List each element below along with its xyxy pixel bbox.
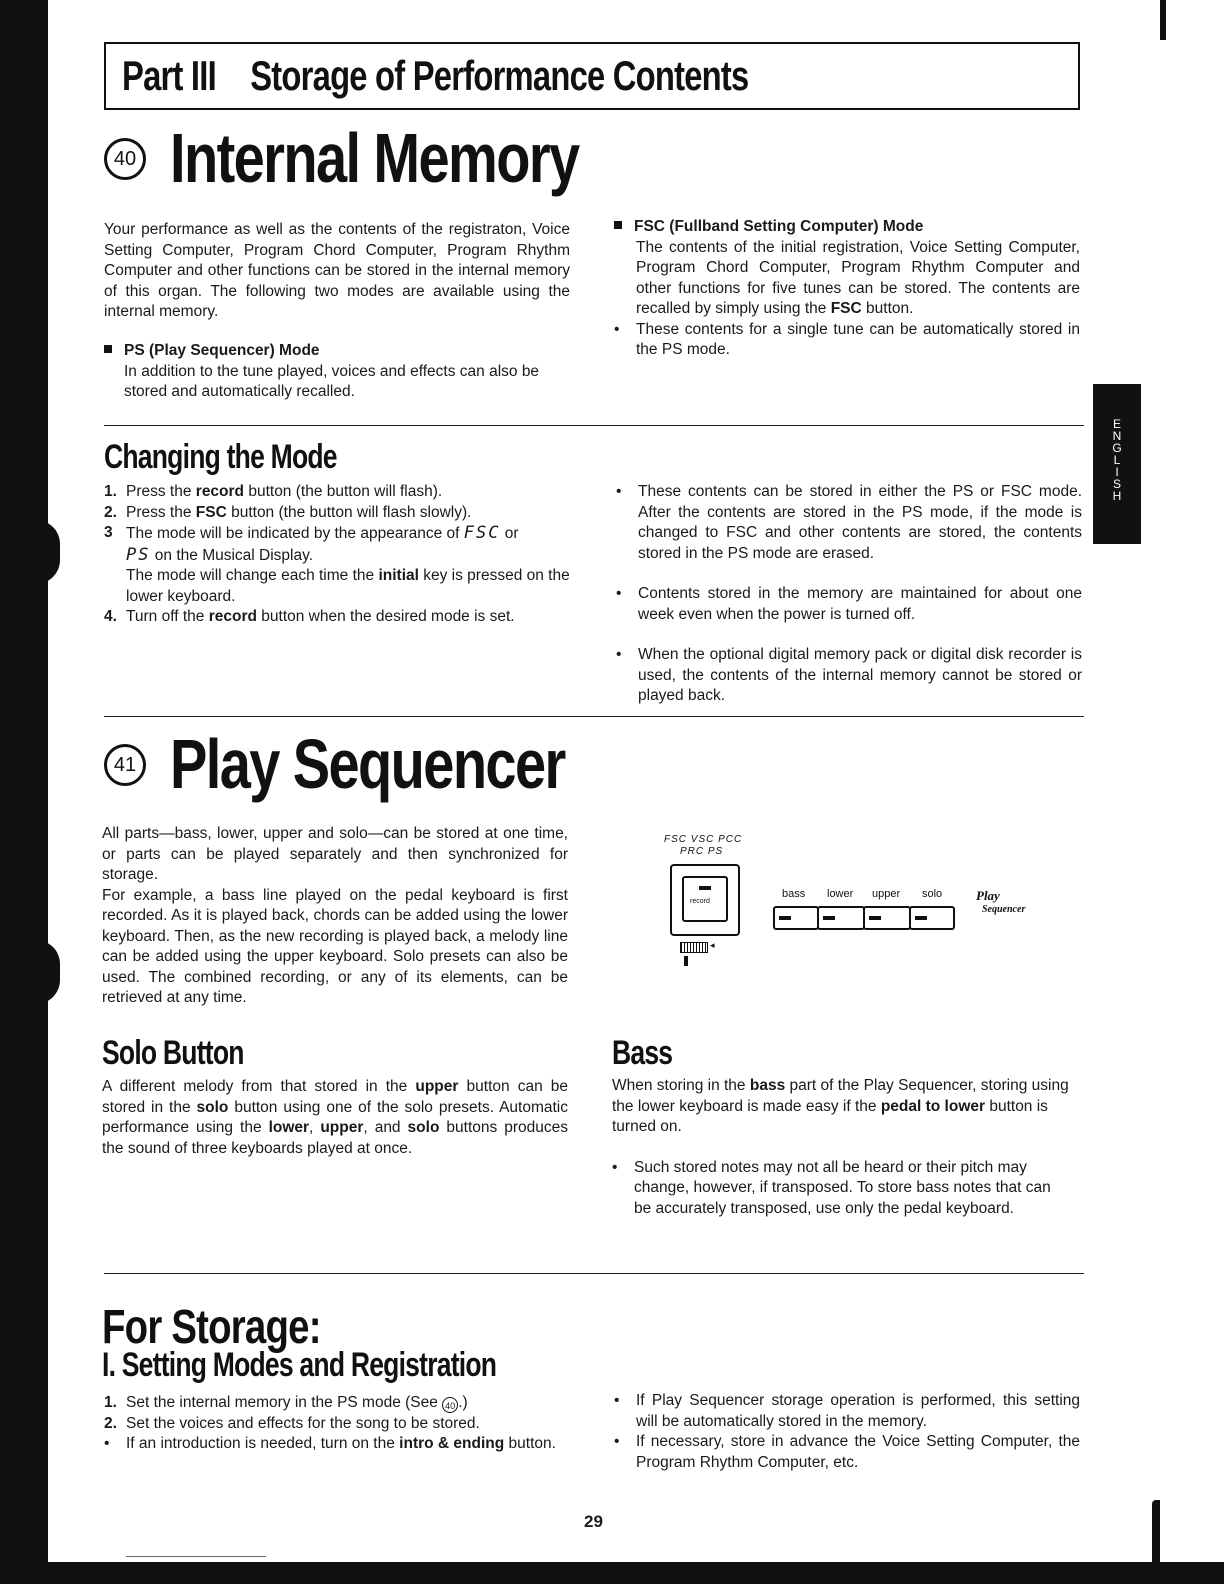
display-indicators-top: FSC VSC PCC [664,834,743,845]
arrow-icon: ◂ [710,940,715,950]
play-sequencer-panel [640,830,1060,980]
divider-1 [104,425,1084,426]
ps-mode-heading: PS (Play Sequencer) Mode [104,341,570,362]
bass-led-icon [779,916,791,920]
part-label-lower: lower [827,888,854,900]
note-memory-retention: • Contents stored in the memory are maintained for about one week even when the power is turned off. [616,584,1082,625]
ps-display-glyph: PS [126,544,151,565]
storage-note-auto: • If Play Sequencer storage operation is performed, this setting will be automatically stored in the memory. [614,1391,1080,1432]
lower-button[interactable] [817,906,865,930]
internal-memory-intro: Your performance as well as the contents of the registraton, Voice Setting Computer, Program Chord Computer, Program Rhythm Computer and other functions can be stored in the internal memory of this organ. The following two modes are available using the internal memory. [104,221,570,320]
bass-transpose-note: • Such stored notes may not all be heard or their pitch may change, however, if transposed. To store bass notes that can be accurately transposed, use only the pedal keyboard. [612,1158,1070,1220]
language-side-tab: E N G L I S H [1093,384,1141,544]
record-led-icon [699,886,711,890]
bass-instructions: When storing in the bass part of the Play Sequencer, storing using the lower keyboard is made easy if the pedal to lower button is turned on. [612,1077,1069,1135]
note-ps-fsc: • These contents can be stored in either the PS or FSC mode. After the contents are stored in the PS mode, if the mode is changed to FSC and other contents are stored, the contents stored in the PS mode are erased. [616,482,1082,564]
storage-note-advance: • If necessary, store in advance the Voice Setting Computer, the Program Rhythm Computer, etc. [614,1432,1080,1473]
logo-play: Play [976,888,1000,903]
upper-led-icon [869,916,881,920]
record-button[interactable] [682,876,728,922]
record-button-label: record [690,898,710,905]
part-title: Storage of Performance Contents [250,52,749,99]
play-sequencer-intro: All parts—bass, lower, upper and solo—can be stored at one time, or parts can be played separately and then synchronized for storage. For example, a bass line played on the pedal keyboard is first recorded. As it is played back, chords can be added using the lower keyboard. Then, as the new recording is played back, a melody line can be added using the upper keyboard. Solo presets can also be used. The combined recording, or any of its elements, can be retrieved at any time. [102,825,568,1006]
divider-2 [104,716,1084,717]
part-header-title [122,52,748,100]
fsc-mode-heading: FSC (Fullband Setting Computer) Mode [614,217,1080,238]
part-label-bass: bass [782,888,806,900]
storage-notes [614,1391,1080,1473]
section-number-40: 40 [104,138,146,180]
page-number: 29 [584,1512,603,1531]
ps-mode-text: In addition to the tune played, voices and effects can also be stored and automatically recalled. [124,362,540,400]
solo-led-icon [915,916,927,920]
margin-tab-mark-top [36,520,60,584]
section-number-41: 41 [104,744,146,786]
heading-for-storage: For Storage: [102,1301,321,1354]
page-right-edge-mark [1152,1500,1160,1562]
step-3: 3 The mode will be indicated by the appearance of FSC or PS on the Musical Display. The mode will change each time the initial key is pressed on the lower keyboard. [104,523,570,605]
changing-mode-notes [616,482,1082,707]
pedal-icon [684,956,688,966]
lower-led-icon [823,916,835,920]
section-ref-40: 40 [442,1397,458,1413]
step-4: 4. Turn off the record button when the desired mode is set. [104,608,515,625]
page-bottom-border [48,1562,1224,1584]
bass-text [612,1076,1078,1219]
fsc-display-glyph: FSC [463,523,501,543]
changing-mode-steps [104,482,574,628]
play-sequencer-logo [976,888,1025,915]
heading-setting-modes: I. Setting Modes and Registration [102,1346,497,1384]
storage-intro-bullet: • If an introduction is needed, turn on the intro & ending button. [104,1434,570,1455]
part-label-solo: solo [922,888,943,900]
heading-bass: Bass [612,1034,673,1072]
footer-line [126,1556,266,1557]
heading-solo-button: Solo Button [102,1034,244,1072]
solo-button[interactable] [909,906,955,930]
part-label: Part III [122,52,216,99]
page-left-border [0,0,48,1584]
margin-tab-mark-bottom [36,940,60,1004]
fsc-mode-text: The contents of the initial registration, Voice Setting Computer, Program Chord Computer, Program Rhythm Computer and other functions for five tunes can be stored. The contents are recalled by simply using the FSC button. [636,238,1080,317]
bass-button[interactable] [773,906,819,930]
divider-3 [104,1273,1084,1274]
storage-step-1: 1. Set the internal memory in the PS mode (See 40 .) [104,1394,468,1411]
display-indicators-bottom: PRC PS [680,846,724,857]
section-title-play-sequencer: Play Sequencer [170,725,565,803]
storage-steps [104,1393,570,1455]
step-2: 2. Press the FSC button (the button will flash slowly). [104,503,472,521]
part-label-upper: upper [872,888,901,900]
fsc-mode-block [614,217,1080,361]
fsc-mode-bullet: • These contents for a single tune can be automatically stored in the PS mode. [614,320,1080,361]
upper-button[interactable] [863,906,911,930]
storage-step-2: 2. Set the voices and effects for the song to be stored. [104,1414,480,1432]
keyboard-icon [680,942,708,953]
solo-button-text: A different melody from that stored in the upper button can be stored in the solo button using one of the solo presets. Automatic performance using the lower, upper, and solo buttons produces the sound of three keyboards played at once. [102,1078,569,1157]
heading-changing-mode: Changing the Mode [104,438,337,476]
section-title-internal-memory: Internal Memory [170,119,579,197]
note-optional-memory: • When the optional digital memory pack or digital disk recorder is used, the contents of the internal memory cannot be stored or played back. [616,645,1082,707]
logo-sequencer: Sequencer [982,904,1026,915]
ps-mode-block [104,341,570,403]
step-1: 1. Press the record button (the button will flash). [104,483,443,500]
page-right-border [1160,0,1166,40]
